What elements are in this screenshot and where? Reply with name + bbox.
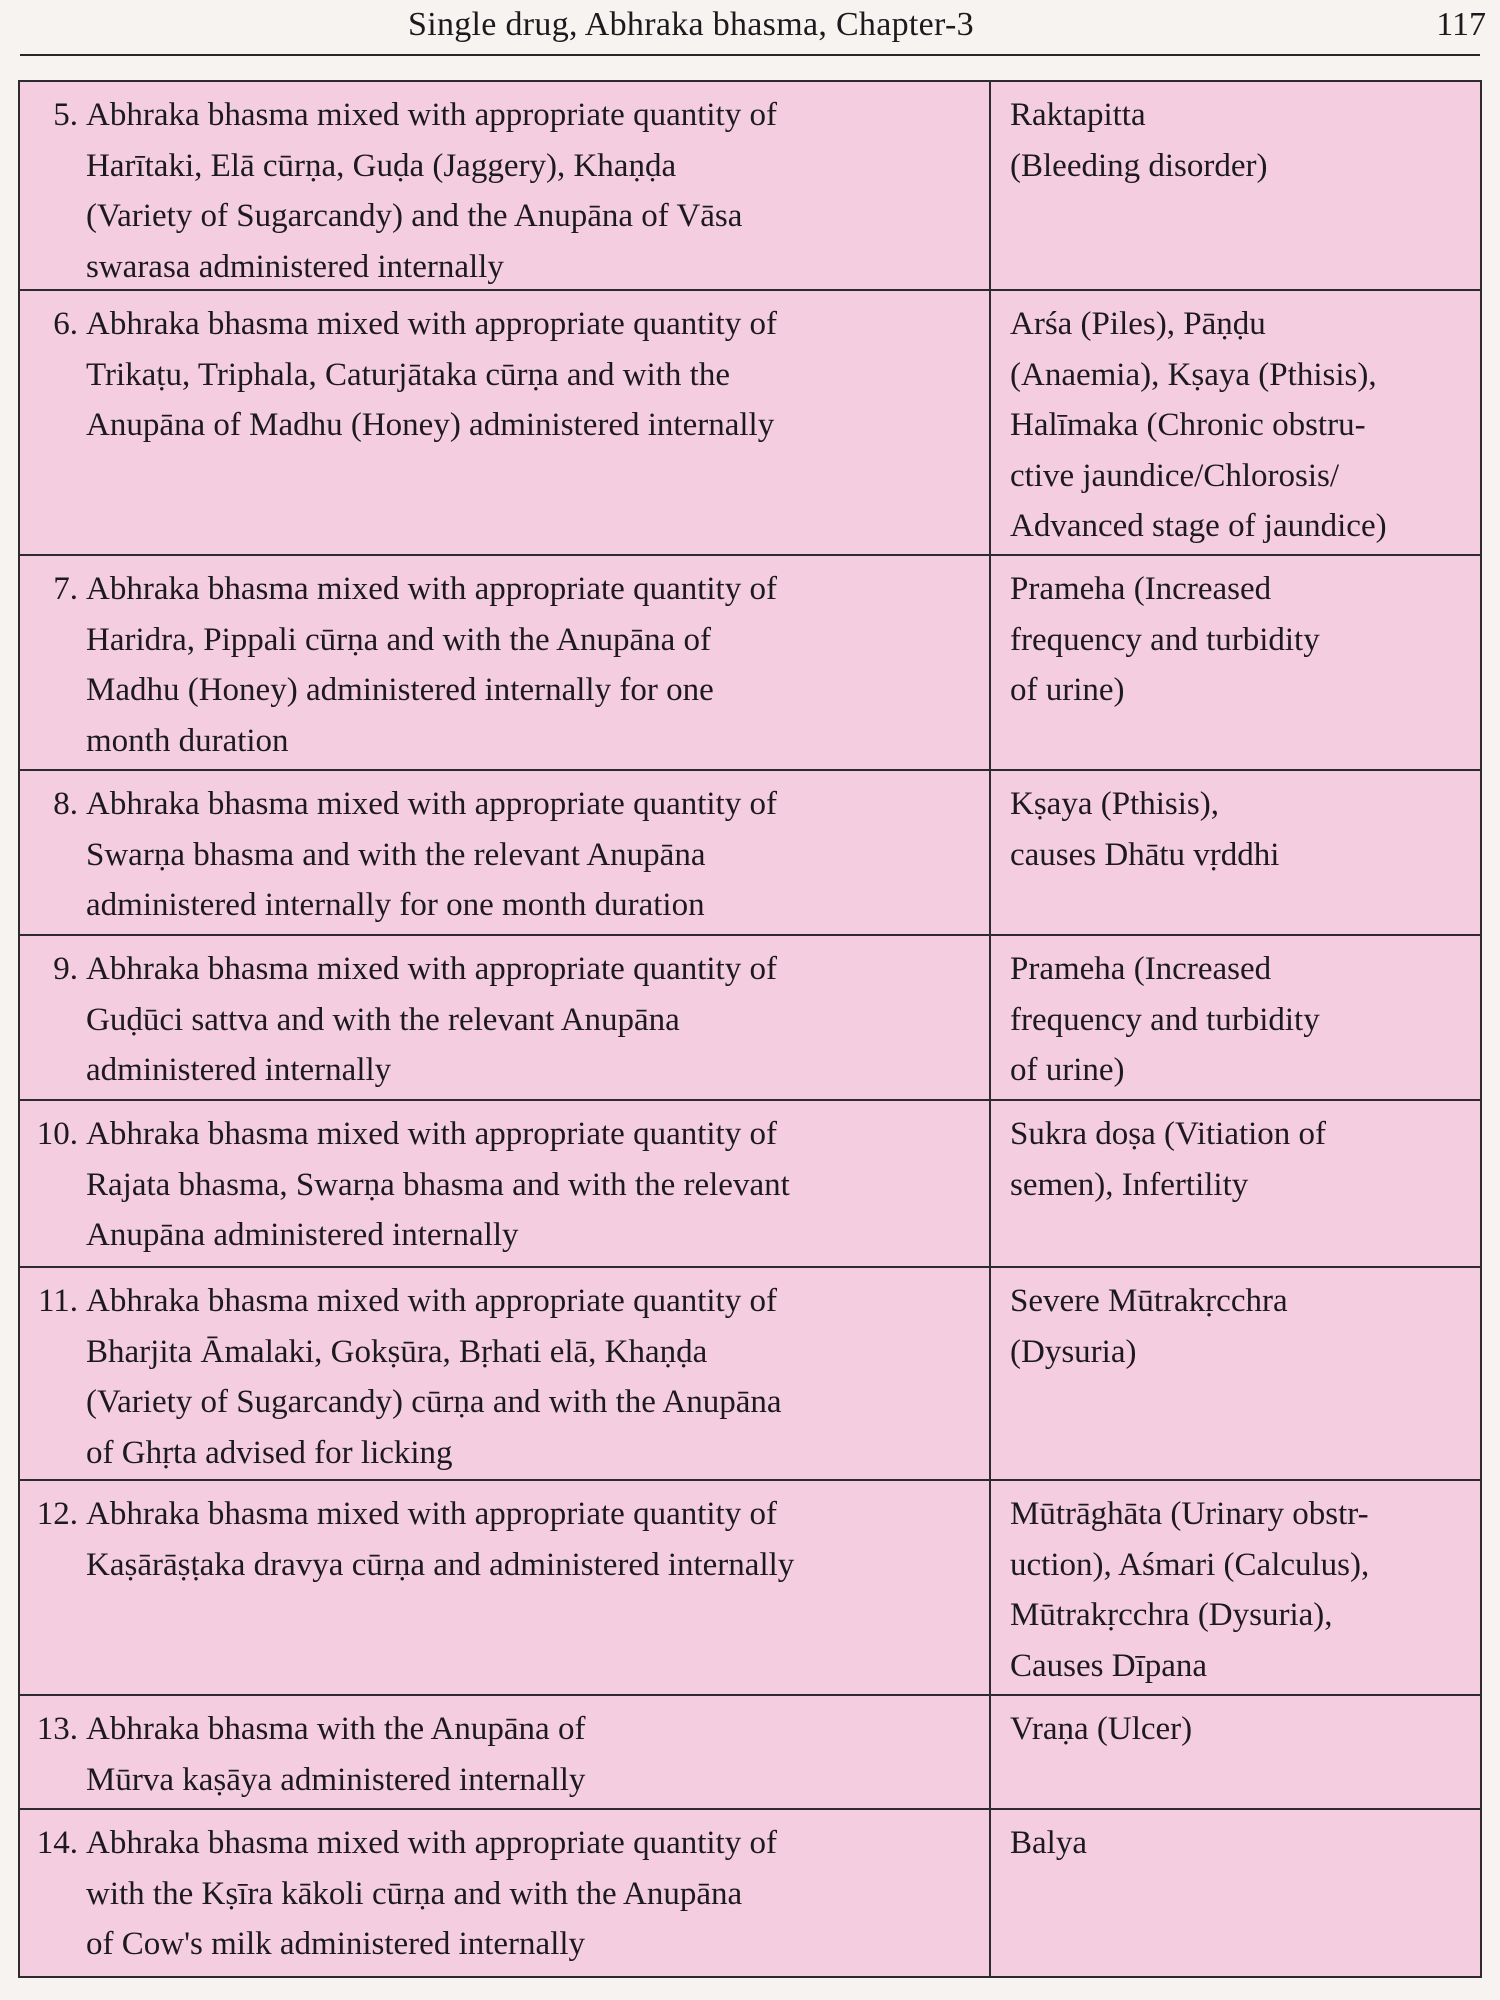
preparation-cell: [20, 936, 988, 1096]
row-number: 11.: [37, 1283, 78, 1319]
table-row-9: [20, 936, 1480, 1101]
preparation-cell: [20, 82, 988, 292]
indication-text: Raktapitta (Bleeding disorder): [1010, 97, 1268, 184]
indications-table: [18, 80, 1482, 1978]
indication-cell: [1010, 291, 1476, 552]
table-row-13: [20, 1696, 1480, 1810]
preparation-text: Abhraka bhasma mixed with appropriate quantity of Guḍūci sattva and with the relevant Anupāna administered internally: [86, 951, 777, 1088]
table-row-10: [20, 1101, 1480, 1268]
preparation-text: Abhraka bhasma with the Anupāna of Mūrva kaṣāya administered internally: [86, 1711, 586, 1798]
running-title: Single drug, Abhraka bhasma, Chapter-3: [408, 6, 974, 43]
page-number: 117: [1436, 6, 1486, 43]
preparation-cell: [20, 291, 988, 451]
preparation-cell: [20, 1481, 988, 1590]
table-row-8: [20, 771, 1480, 936]
indication-cell: [1010, 771, 1476, 880]
preparation-cell: [20, 556, 988, 766]
preparation-text: Abhraka bhasma mixed with appropriate quantity of Trikaṭu, Triphala, Caturjātaka cūrṇa and with the Anupāna of Madhu (Honey) administered internally: [86, 306, 777, 443]
preparation-text: Abhraka bhasma mixed with appropriate quantity of Bharjita Āmalaki, Gokṣūra, Bṛhati elā, Khaṇḍa (Variety of Sugarcandy) cūrṇa and with the Anupāna of Ghṛta advised for licking: [86, 1283, 782, 1471]
row-number: 9.: [53, 951, 78, 987]
indication-cell: [1010, 82, 1476, 191]
indication-cell: [1010, 1481, 1476, 1691]
row-number: 12.: [36, 1496, 78, 1532]
header-rule: [20, 54, 1480, 56]
preparation-text: Abhraka bhasma mixed with appropriate quantity of Rajata bhasma, Swarṇa bhasma and with the relevant Anupāna administered internally: [86, 1116, 790, 1253]
indication-text: Sukra doṣa (Vitiation of semen), Infertility: [1010, 1116, 1327, 1203]
indication-cell: [1010, 1810, 1476, 1869]
indication-cell: [1010, 1268, 1476, 1377]
indication-cell: [1010, 556, 1476, 716]
preparation-text: Abhraka bhasma mixed with appropriate quantity of Swarṇa bhasma and with the relevant Anupāna administered internally for one month duration: [86, 786, 777, 923]
preparation-cell: [20, 1268, 988, 1478]
indication-cell: [1010, 936, 1476, 1096]
table-row-14: [20, 1810, 1480, 1976]
indication-text: Kṣaya (Pthisis), causes Dhātu vṛddhi: [1010, 786, 1280, 873]
indication-text: Severe Mūtrakṛcchra (Dysuria): [1010, 1283, 1288, 1370]
table-row-6: [20, 291, 1480, 556]
row-number: 7.: [53, 571, 78, 607]
table-row-12: [20, 1481, 1480, 1696]
indication-cell: [1010, 1101, 1476, 1210]
indication-text: Prameha (Increased frequency and turbidity of urine): [1010, 571, 1320, 708]
table-row-7: [20, 556, 1480, 771]
preparation-text: Abhraka bhasma mixed with appropriate quantity of Harītaki, Elā cūrṇa, Guḍa (Jaggery), Khaṇḍa (Variety of Sugarcandy) and the Anupāna of Vāsa swarasa administered internally: [86, 97, 777, 285]
preparation-cell: [20, 1101, 988, 1261]
row-number: 10.: [36, 1116, 78, 1152]
preparation-text: Abhraka bhasma mixed with appropriate quantity of Haridra, Pippali cūrṇa and with the Anupāna of Madhu (Honey) administered internally for one month duration: [86, 571, 777, 759]
row-number: 6.: [53, 306, 78, 342]
row-number: 8.: [53, 786, 78, 822]
preparation-cell: [20, 1810, 988, 1970]
preparation-text: Abhraka bhasma mixed with appropriate quantity of with the Kṣīra kākoli cūrṇa and with the Anupāna of Cow's milk administered internally: [86, 1825, 777, 1962]
row-number: 13.: [36, 1711, 78, 1747]
indication-text: Mūtrāghāta (Urinary obstr- uction), Aśmari (Calculus), Mūtrakṛcchra (Dysuria), Causes Dīpana: [1010, 1496, 1370, 1684]
indication-cell: [1010, 1696, 1476, 1755]
running-head: [0, 0, 1500, 52]
preparation-cell: [20, 1696, 988, 1805]
row-number: 14.: [36, 1825, 78, 1861]
indication-text: Balya: [1010, 1825, 1087, 1861]
table-row-5: [20, 82, 1480, 291]
indication-text: Vraṇa (Ulcer): [1010, 1711, 1193, 1747]
indication-text: Prameha (Increased frequency and turbidity of urine): [1010, 951, 1320, 1088]
preparation-cell: [20, 771, 988, 931]
row-number: 5.: [53, 97, 78, 133]
table-row-11: [20, 1268, 1480, 1481]
preparation-text: Abhraka bhasma mixed with appropriate quantity of Kaṣārāṣṭaka dravya cūrṇa and administered internally: [86, 1496, 795, 1583]
indication-text: Arśa (Piles), Pāṇḍu (Anaemia), Kṣaya (Pthisis), Halīmaka (Chronic obstru- ctive jaundice/Chlorosis/ Advanced stage of jaundice): [1010, 306, 1387, 544]
